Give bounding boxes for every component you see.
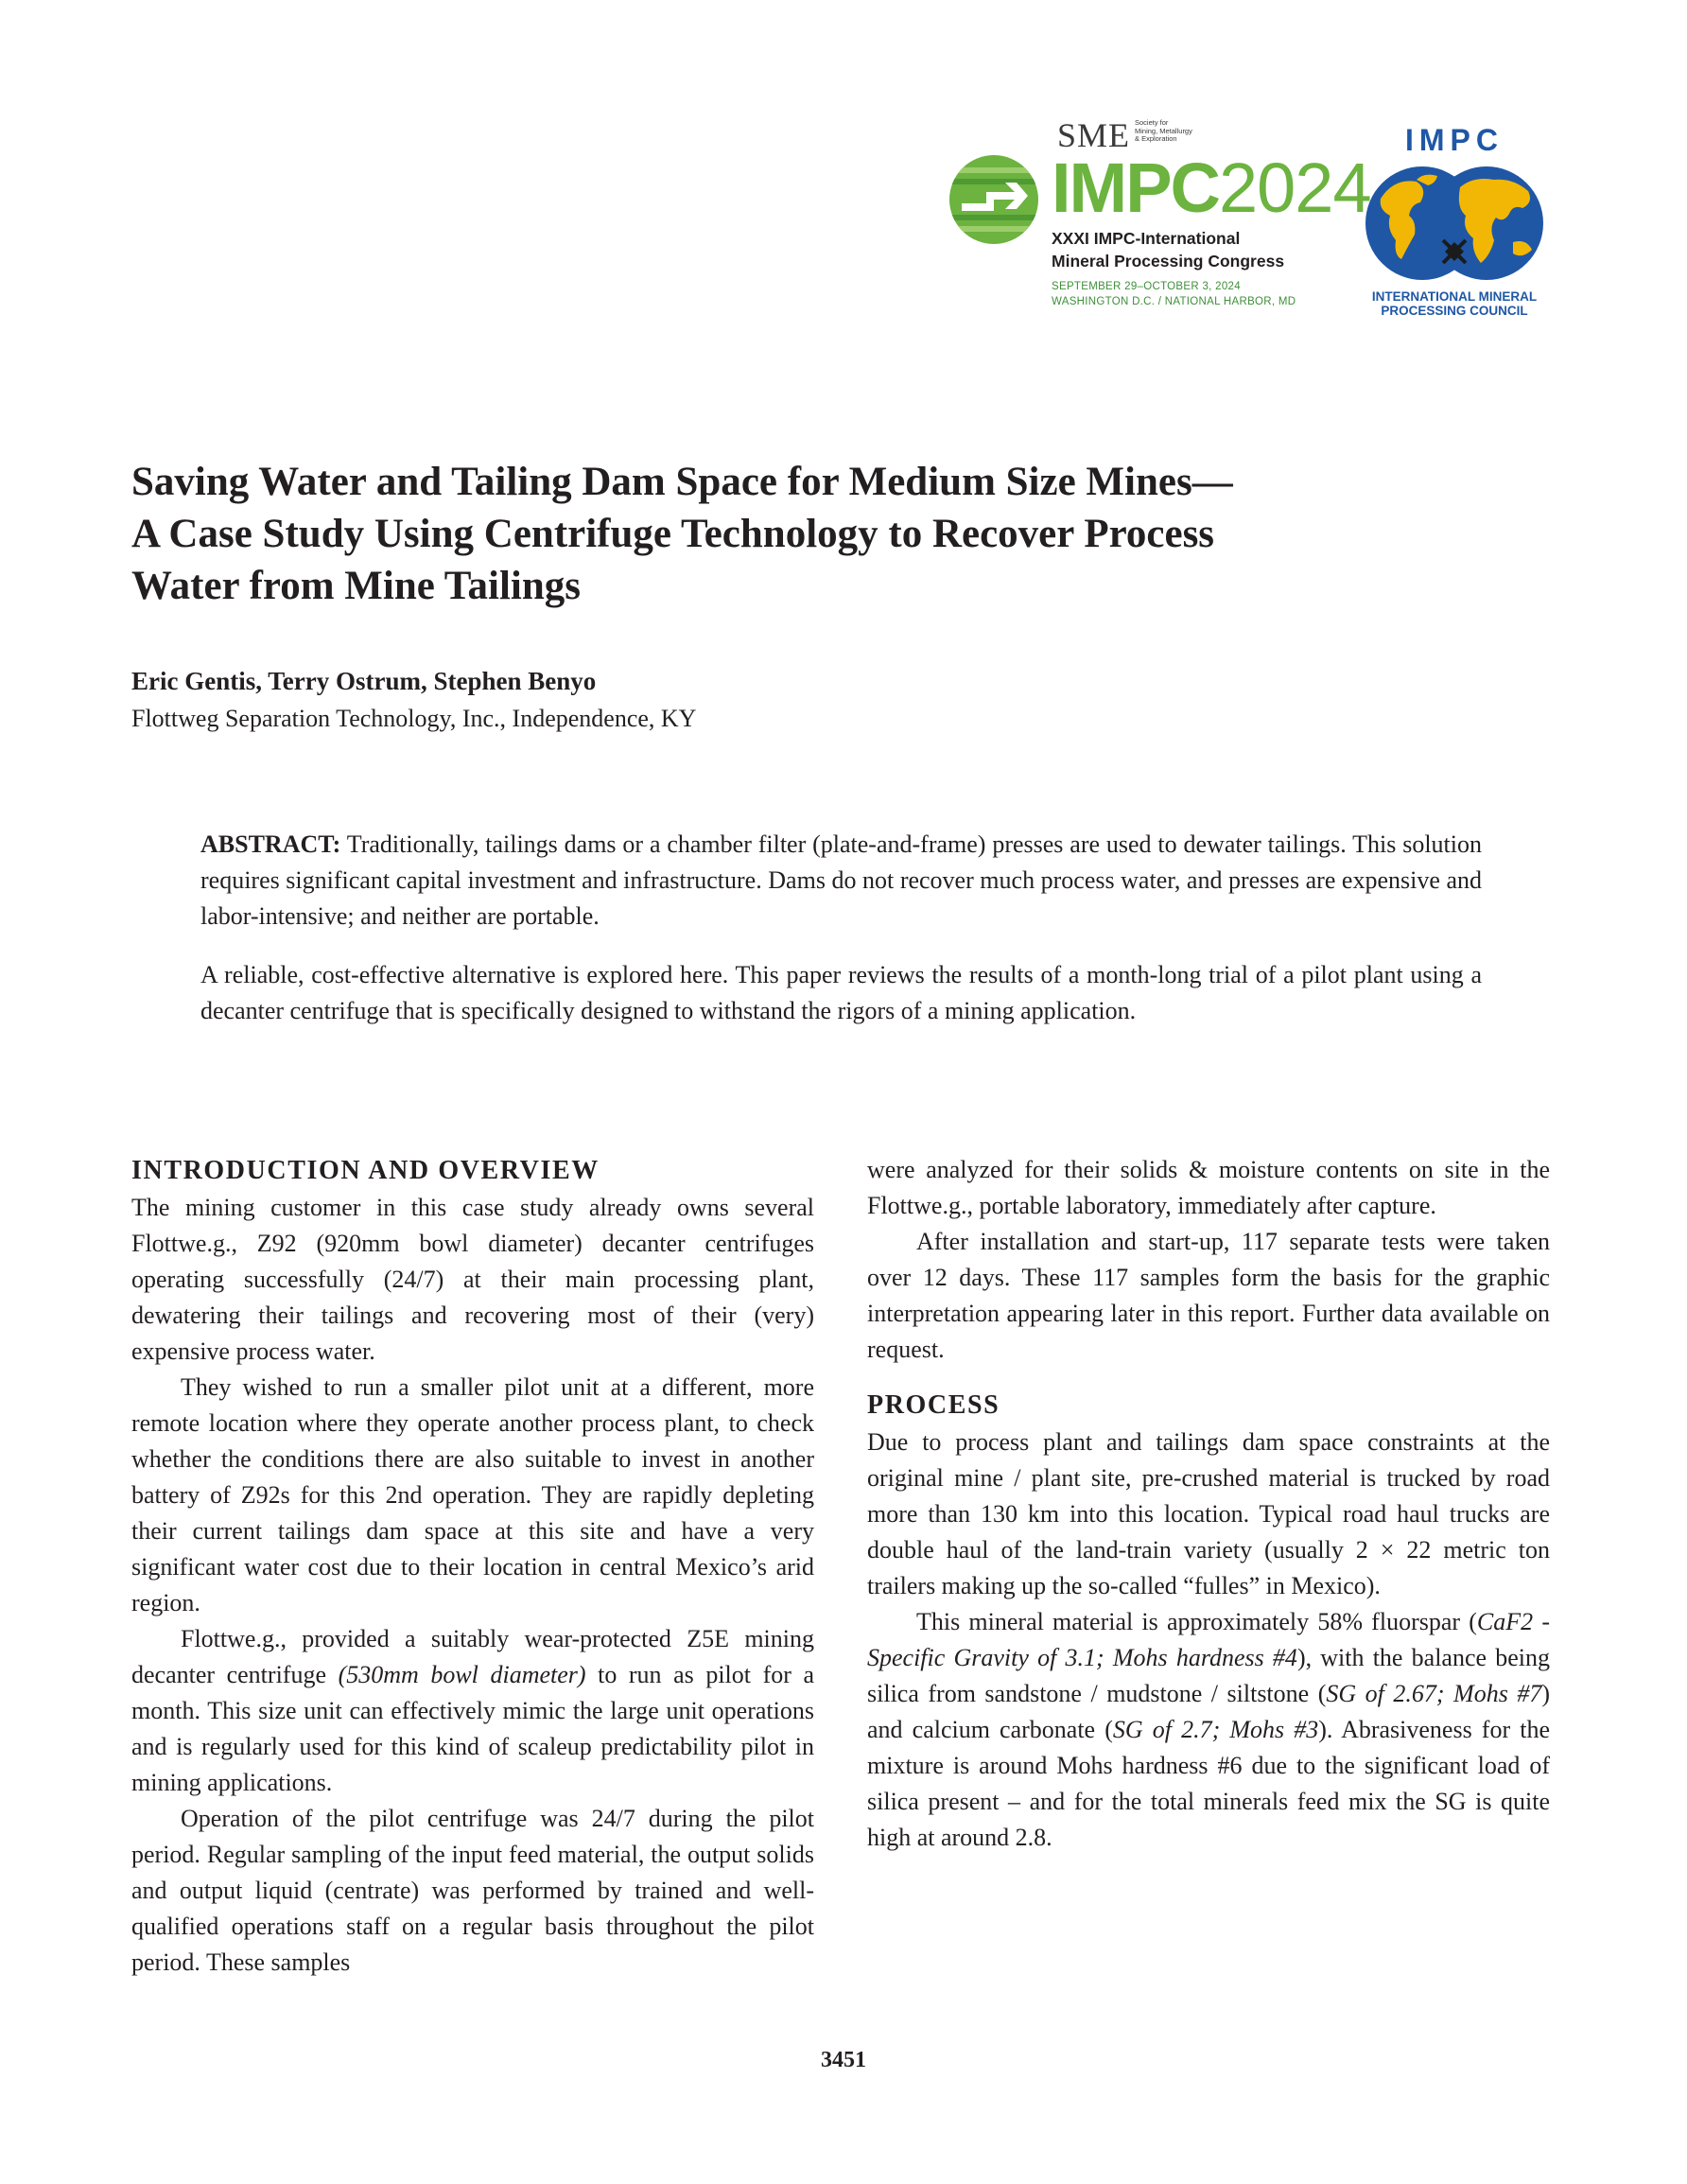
abstract [200, 827, 1482, 1029]
globe-icon [1362, 161, 1547, 286]
process-p2-emphasis-2: SG of 2.67; Mohs #7 [1326, 1680, 1542, 1707]
process-p2-text-b: ), with the balance being silica from sandstone / mudstone / siltstone ( [867, 1644, 1550, 1707]
title-line-2: A Case Study Using Centrifuge Technology to Recover Process [131, 512, 1215, 556]
process-p2-text-c: ) and calcium carbonate ( [867, 1680, 1550, 1743]
process-p2-emphasis-1: CaF2 - Specific Gravity of 3.1; Mohs hardness #4 [867, 1608, 1550, 1671]
intro-p3-text-a: Flottwe.g., provided a suitably wear-protected Z5E mining decanter centrifuge [131, 1625, 814, 1688]
abstract-text-1: Traditionally, tailings dams or a chamber filter (plate-and-frame) presses are used to dewater tailings. This solution requires significant capital investment and infrastructure. Dams do not recover much process water, and presses are expensive and labor-intensive; and neither are portable. [200, 830, 1482, 930]
congress-name-line2: Mineral Processing Congress [1052, 252, 1285, 271]
page-number: 3451 [821, 2048, 866, 2072]
section-heading-introduction: INTRODUCTION AND OVERVIEW [131, 1156, 600, 1185]
council-name-line1: INTERNATIONAL MINERAL [1371, 289, 1538, 304]
authors: Eric Gentis, Terry Ostrum, Stephen Benyo [131, 667, 597, 695]
abstract-paragraph-1 [200, 827, 1482, 935]
abstract-paragraph-2: A reliable, cost-effective alternative is explored here. This paper reviews the results of a month-long trial of a pilot plant using a decanter centrifuge that is specifically designed to withstand the rigors of a mining application. [200, 961, 1482, 1024]
body-column-left [131, 1152, 814, 1981]
title-line-1: Saving Water and Tailing Dam Space for Medium Size Mines— [131, 460, 1233, 504]
body-column-right [867, 1152, 1550, 1856]
intro-paragraph-4: Operation of the pilot centrifuge was 24/7 during the pilot period. Regular sampling of the input feed material, the output solids and output liquid (centrate) was performed by trained and well-qualified operations staff on a regular basis throughout the pilot period. These samples [131, 1805, 814, 1976]
congress-dates: SEPTEMBER 29–OCTOBER 3, 2024 [1052, 281, 1241, 292]
section-heading-process: PROCESS [867, 1390, 1000, 1420]
sme-wordmark: SME [1057, 116, 1131, 154]
intro-paragraph-1: The mining customer in this case study already owns several Flottwe.g., Z92 (920mm bowl diameter) decanter centrifuges operating successfully (24/7) at their main processing plant, dewatering their tailings and recovering most of their (very) expensive process water. [131, 1194, 814, 1365]
sme-tagline: Society for Mining, Metallurgy & Exploration [1135, 118, 1192, 143]
intro-p3-emphasis: (530mm bowl diameter) [338, 1661, 586, 1688]
intro-paragraph-4-continued: were analyzed for their solids & moisture contents on site in the Flottwe.g., portable laboratory, immediately after capture. [867, 1156, 1550, 1219]
process-paragraph-1: Due to process plant and tailings dam space constraints at the original mine / plant site, pre-crushed material is trucked by road more than 130 km into this location. Typical road haul trucks are double haul of the land-train variety (usually 2 × 22 metric ton trailers making up the so-called “fulles” in Mexico). [867, 1428, 1550, 1599]
intro-paragraph-2: They wished to run a smaller pilot unit at a different, more remote location where they operate another process plant, to check whether the conditions there are also suitable to invest in another battery of Z92s for this 2nd operation. They are rapidly depleting their current tailings dam space at this site and have a very significant water cost due to their location in central Mexico’s arid region. [131, 1373, 814, 1616]
process-p2-text-a: This mineral material is approximately 58% fluorspar ( [916, 1608, 1477, 1635]
impc2024-circle-logo [948, 154, 1039, 245]
process-p2-emphasis-3: SG of 2.7; Mohs #3 [1112, 1716, 1319, 1743]
council-acronym: IMPC [1405, 123, 1504, 157]
sme-logo [1057, 115, 1227, 153]
abstract-label: ABSTRACT: [200, 830, 341, 858]
congress-location: WASHINGTON D.C. / NATIONAL HARBOR, MD [1052, 296, 1296, 307]
intro-paragraph-5: After installation and start-up, 117 separate tests were taken over 12 days. These 117 samples form the basis for the graphic interpretation appearing later in this report. Further data available on request. [867, 1228, 1550, 1363]
process-paragraph-2 [867, 1604, 1550, 1856]
intro-paragraph-3 [131, 1621, 814, 1801]
paper-title [131, 456, 1550, 612]
impc2024-wordmark [1052, 149, 1371, 227]
title-line-3: Water from Mine Tailings [131, 564, 582, 608]
impc-word: IMPC [1052, 149, 1219, 227]
intro-p3-text-b: to run as pilot for a month. This size unit can effectively mimic the large unit operations and is regularly used for this kind of scaleup predictability pilot in mining applications. [131, 1661, 814, 1796]
council-name-line2: PROCESSING COUNCIL [1381, 304, 1528, 318]
congress-name-line1: XXXI IMPC-International [1052, 229, 1241, 248]
process-p2-text-d: ). Abrasiveness for the mixture is around Mohs hardness #6 due to the significant load of silica present – and for the total minerals feed mix the SG is quite high at around 2.8. [867, 1716, 1550, 1851]
affiliation: Flottweg Separation Technology, Inc., Independence, KY [131, 705, 697, 732]
impc-year: 2024 [1219, 149, 1371, 227]
